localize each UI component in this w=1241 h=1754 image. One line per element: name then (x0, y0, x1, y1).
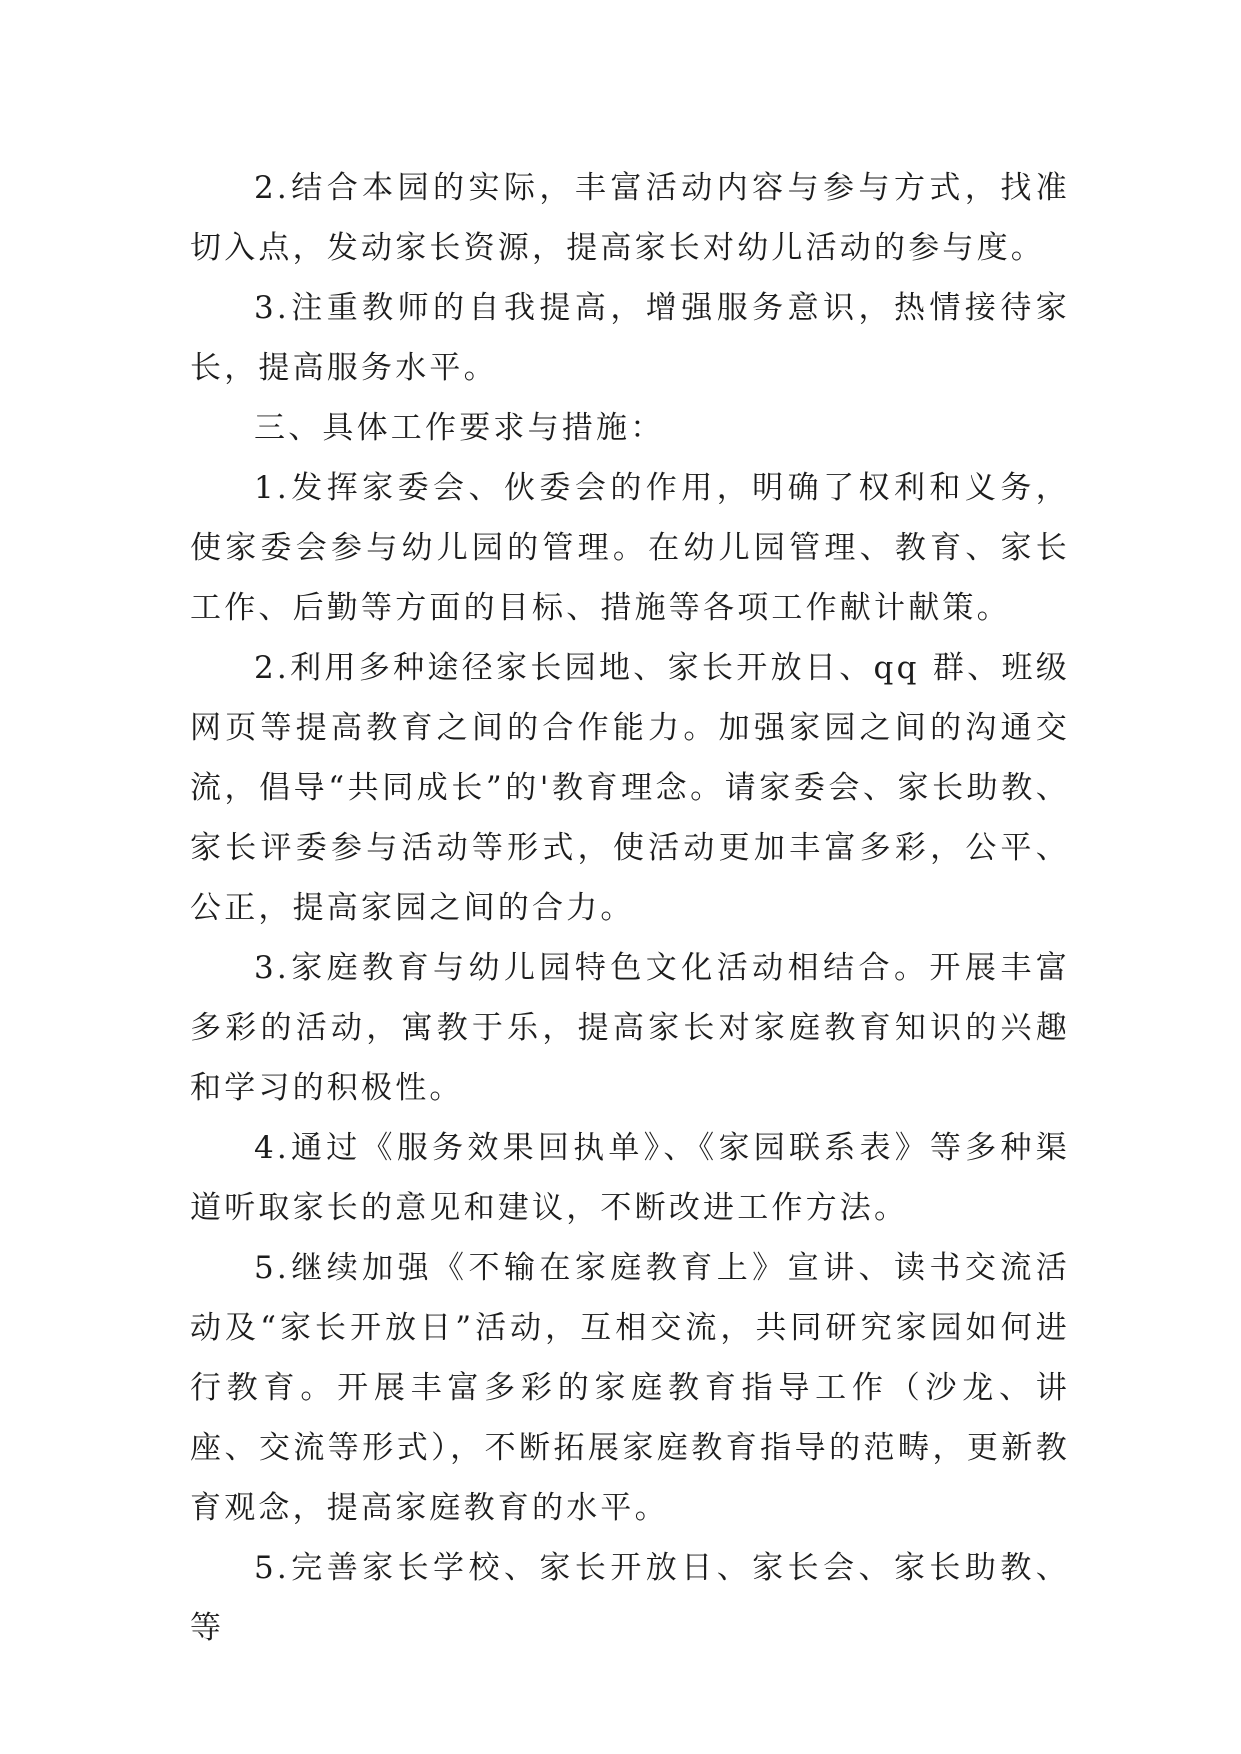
paragraph-measure-2: 2.利用多种途径家长园地、家长开放日、qq 群、班级网页等提高教育之间的合作能力。加强家园之间的沟通交流，倡导“共同成长”的'教育理念。请家委会、家长助教、家长评委参与活动等形式，使活动更加丰富多彩，公平、公正，提高家园之间的合力。 (190, 650, 1070, 926)
section-heading-3: 三、具体工作要求与措施： (254, 410, 665, 446)
paragraph-measure-5: 5.继续加强《不输在家庭教育上》宣讲、读书交流活动及“家长开放日”活动，互相交流，共同研究家园如何进行教育。开展丰富多彩的家庭教育指导工作（沙龙、讲座、交流等形式），不断拓展家庭教育指导的范畴，更新教育观念，提高家庭教育的水平。 (190, 1250, 1070, 1526)
paragraph-measure-5b: 5.完善家长学校、家长开放日、家长会、家长助教、等 (190, 1550, 1070, 1646)
paragraph-measure-4: 4.通过《服务效果回执单》、《家园联系表》等多种渠道听取家长的意见和建议，不断改进工作方法。 (190, 1130, 1070, 1226)
paragraph-measure-3: 3.家庭教育与幼儿园特色文化活动相结合。开展丰富多彩的活动，寓教于乐，提高家长对家庭教育知识的兴趣和学习的积极性。 (190, 950, 1070, 1106)
paragraph-item-3: 3.注重教师的自我提高，增强服务意识，热情接待家长，提高服务水平。 (190, 290, 1070, 386)
paragraph-measure-1: 1.发挥家委会、伙委会的作用，明确了权利和义务，使家委会参与幼儿园的管理。在幼儿园管理、教育、家长工作、后勤等方面的目标、措施等各项工作献计献策。 (190, 470, 1070, 626)
paragraph-item-2: 2.结合本园的实际，丰富活动内容与参与方式，找准切入点，发动家长资源，提高家长对幼儿活动的参与度。 (190, 170, 1070, 266)
document-body (190, 158, 1070, 1658)
